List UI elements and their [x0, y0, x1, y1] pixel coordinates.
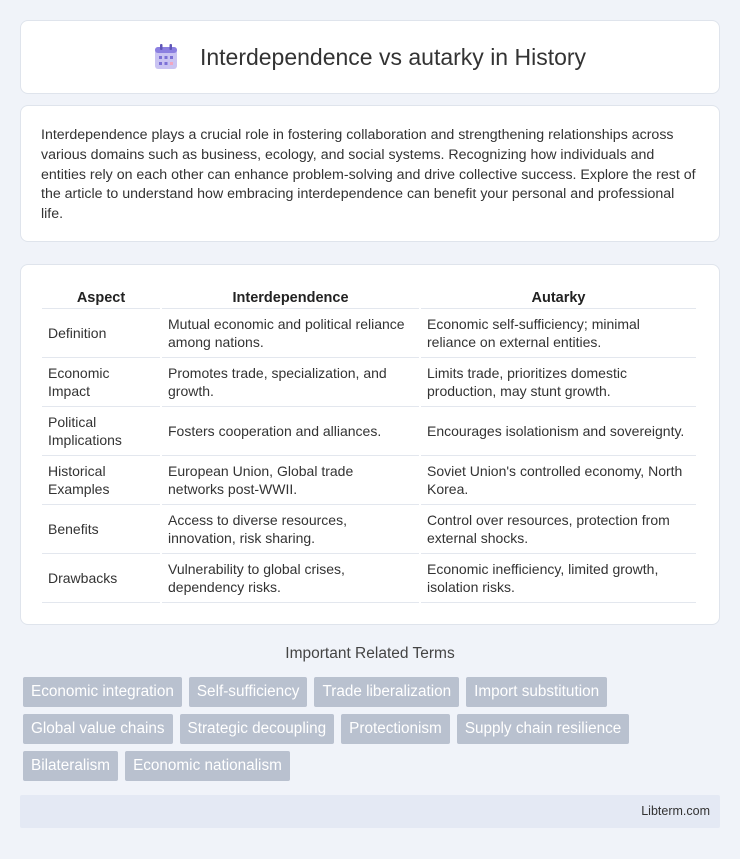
related-term-tag[interactable]: Bilateralism — [23, 751, 118, 781]
calendar-icon — [154, 44, 178, 70]
interdependence-cell: Vulnerability to global crises, dependency risks. — [162, 554, 419, 603]
page-title: Interdependence vs autarky in History — [199, 43, 587, 70]
related-terms-title: Important Related Terms — [285, 645, 455, 662]
interdependence-cell: Mutual economic and political reliance among nations. — [162, 309, 419, 358]
aspect-cell: Definition — [42, 309, 160, 358]
aspect-cell: Economic Impact — [42, 358, 160, 407]
intro-text: Interdependence plays a crucial role in fostering collaboration and strengthening relationships across various domains such as business, ecology, and social systems. Recognizing how individuals and entities rely on each other can enhance problem-solving and drive collective success. Explore the rest of the article to understand how embracing interdependence can benefit your personal and professional life. — [41, 127, 696, 223]
table-row — [42, 456, 696, 505]
interdependence-cell: European Union, Global trade networks post-WWII. — [162, 456, 419, 505]
autarky-cell: Economic inefficiency, limited growth, isolation risks. — [421, 554, 696, 603]
interdependence-cell: Promotes trade, specialization, and growth. — [162, 358, 419, 407]
table-header-row — [42, 285, 696, 309]
aspect-cell: Benefits — [42, 505, 160, 554]
related-term-tag[interactable]: Supply chain resilience — [457, 714, 629, 744]
title-card — [20, 20, 720, 94]
autarky-cell: Economic self-sufficiency; minimal reliance on external entities. — [421, 309, 696, 358]
related-term-tag[interactable]: Self-sufficiency — [189, 677, 308, 707]
table-row — [42, 554, 696, 603]
related-term-tag[interactable]: Global value chains — [23, 714, 173, 744]
related-term-tag[interactable]: Economic integration — [23, 677, 182, 707]
header-autarky: Autarky — [421, 285, 696, 309]
header-aspect: Aspect — [42, 285, 160, 309]
table-row — [42, 407, 696, 456]
comparison-table — [40, 285, 698, 603]
autarky-cell: Control over resources, protection from external shocks. — [421, 505, 696, 554]
interdependence-cell: Access to diverse resources, innovation, risk sharing. — [162, 505, 419, 554]
footer — [20, 795, 720, 828]
related-term-tag[interactable]: Trade liberalization — [314, 677, 459, 707]
related-terms-list — [23, 677, 703, 781]
related-term-tag[interactable]: Import substitution — [466, 677, 607, 707]
autarky-cell: Soviet Union's controlled economy, North Korea. — [421, 456, 696, 505]
footer-brand-link[interactable]: Libterm.com — [641, 804, 710, 818]
related-term-tag[interactable]: Economic nationalism — [125, 751, 290, 781]
related-term-tag[interactable]: Strategic decoupling — [180, 714, 335, 744]
interdependence-cell: Fosters cooperation and alliances. — [162, 407, 419, 456]
aspect-cell: Historical Examples — [42, 456, 160, 505]
table-row — [42, 358, 696, 407]
autarky-cell: Limits trade, prioritizes domestic production, may stunt growth. — [421, 358, 696, 407]
related-term-tag[interactable]: Protectionism — [341, 714, 450, 744]
aspect-cell: Drawbacks — [42, 554, 160, 603]
intro-card — [20, 105, 720, 242]
comparison-card — [20, 264, 720, 625]
autarky-cell: Encourages isolationism and sovereignty. — [421, 407, 696, 456]
table-row — [42, 309, 696, 358]
aspect-cell: Political Implications — [42, 407, 160, 456]
header-interdependence: Interdependence — [162, 285, 419, 309]
table-row — [42, 505, 696, 554]
